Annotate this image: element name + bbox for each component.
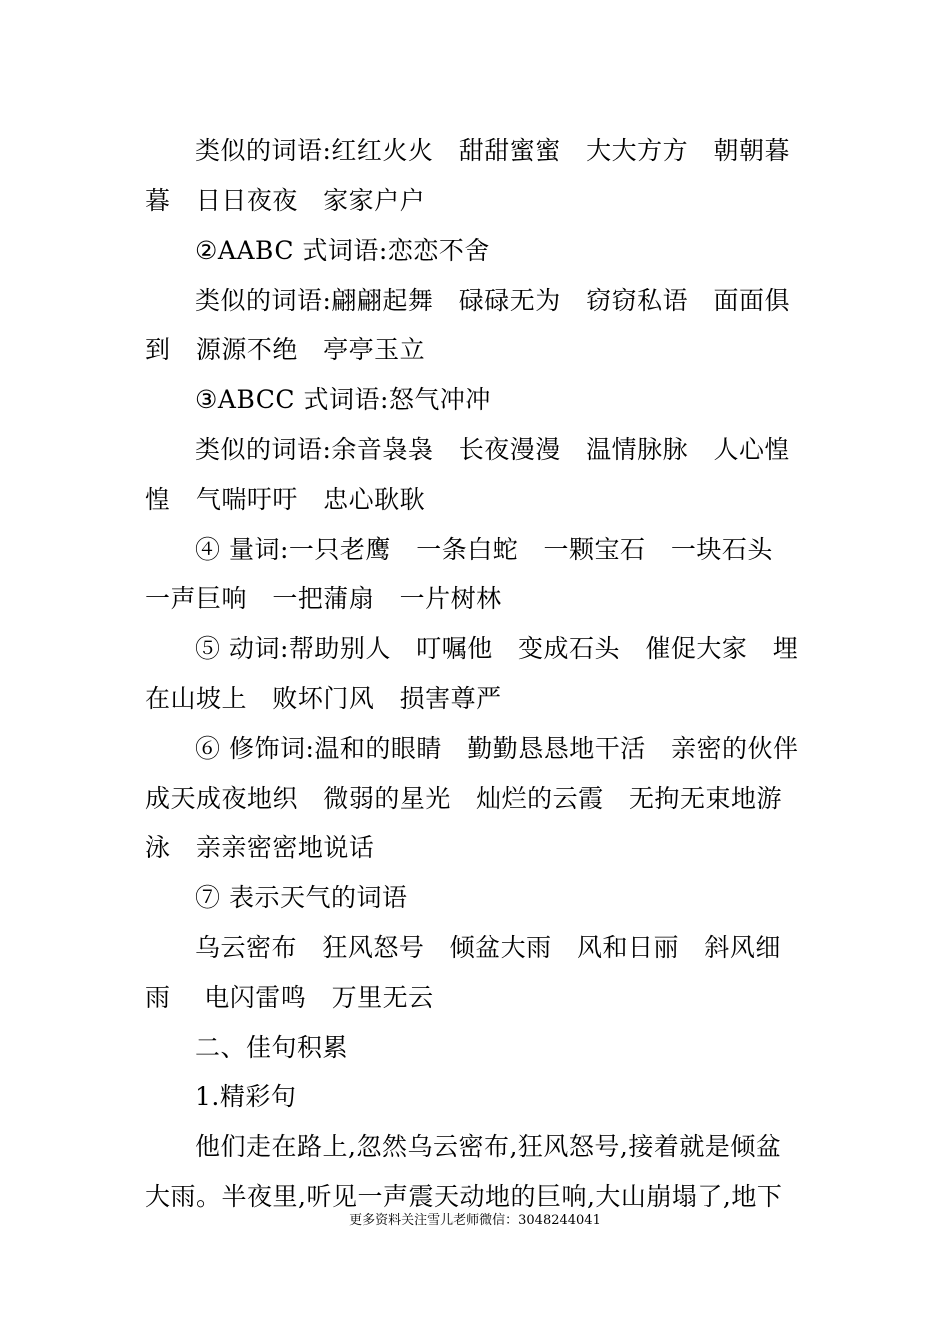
text-line: ③ABCC 式词语:怒气冲冲	[195, 385, 491, 414]
text-line: 类似的词语:红红火火 甜甜蜜蜜 大大方方 朝朝暮	[195, 136, 790, 165]
text-line: ⑥ 修饰词:温和的眼睛 勤勤恳恳地干活 亲密的伙伴	[195, 734, 799, 763]
text-line: ②AABC 式词语:恋恋不舍	[195, 236, 490, 265]
text-line: 他们走在路上,忽然乌云密布,狂风怒号,接着就是倾盆	[195, 1132, 782, 1161]
text-line: 一声巨响 一把蒲扇 一片树林	[145, 584, 502, 613]
subsection-heading: 1.精彩句	[195, 1082, 297, 1111]
text-line: 乌云密布 狂风怒号 倾盆大雨 风和日丽 斜风细	[195, 933, 781, 962]
text-line: 雨 电闪雷鸣 万里无云	[145, 983, 434, 1012]
text-line: 大雨。半夜里,听见一声震天动地的巨响,大山崩塌了,地下	[145, 1182, 783, 1211]
section-heading: 二、佳句积累	[195, 1033, 349, 1062]
text-line: ⑦ 表示天气的词语	[195, 883, 408, 912]
text-line: 到 源源不绝 亭亭玉立	[145, 335, 426, 364]
text-line: 泳 亲亲密密地说话	[145, 833, 375, 862]
text-line: 在山坡上 败坏门风 损害尊严	[145, 684, 502, 713]
text-line: 成天成夜地织 微弱的星光 灿烂的云霞 无拘无束地游	[145, 784, 783, 813]
page-footer: 更多资料关注雪儿老师微信：3048244041	[349, 1213, 601, 1228]
text-line: 惶 气喘吁吁 忠心耿耿	[145, 485, 426, 514]
text-line: 类似的词语:余音袅袅 长夜漫漫 温情脉脉 人心惶	[195, 435, 790, 464]
text-line: ⑤ 动词:帮助别人 叮嘱他 变成石头 催促大家 埋	[195, 634, 799, 663]
text-line: 暮 日日夜夜 家家户户	[145, 186, 426, 215]
text-line: ④ 量词:一只老鹰 一条白蛇 一颗宝石 一块石头	[195, 535, 773, 564]
text-line: 类似的词语:翩翩起舞 碌碌无为 窃窃私语 面面俱	[195, 286, 790, 315]
